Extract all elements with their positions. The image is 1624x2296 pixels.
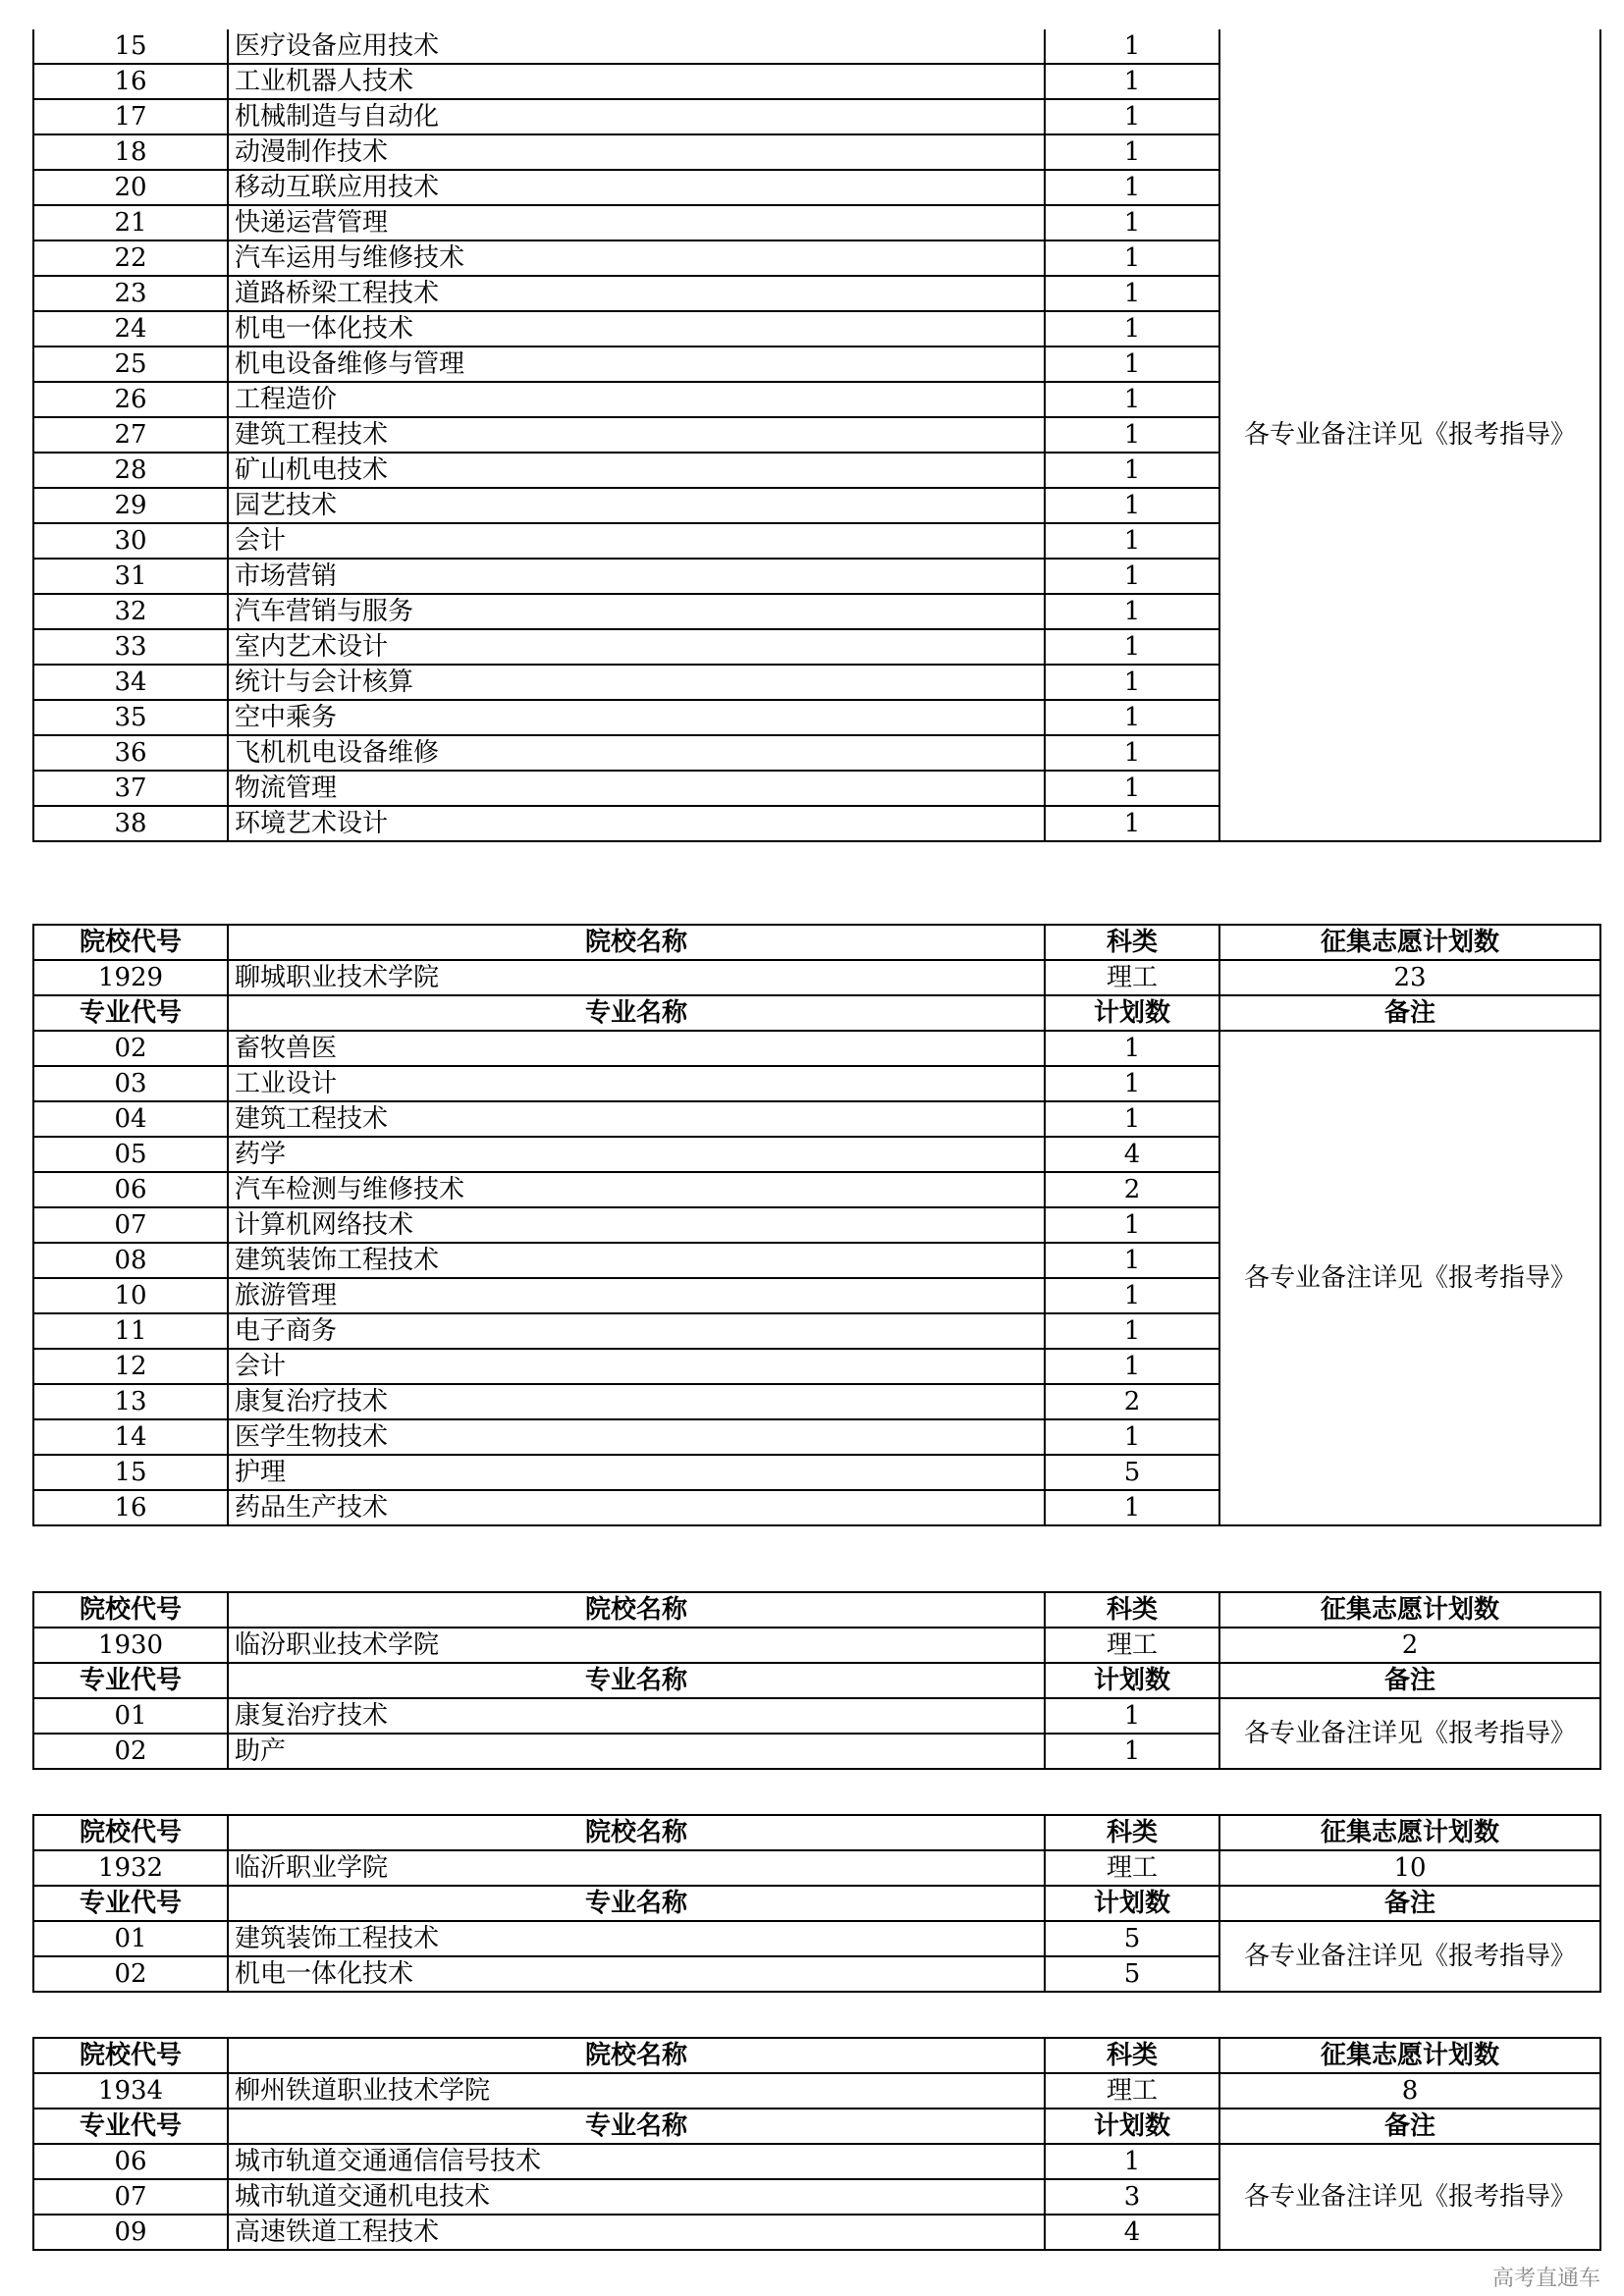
school-category: 理工 (1045, 960, 1219, 995)
major-header-row (33, 2109, 1600, 2144)
school-header-row (33, 2038, 1600, 2073)
plan-header: 计划数 (1045, 1886, 1219, 1921)
plan-header: 计划数 (1045, 1663, 1219, 1698)
remark-header: 备注 (1219, 1663, 1600, 1698)
major-code-cell: 16 (33, 1490, 228, 1525)
major-name-cell: 空中乘务 (228, 700, 1045, 735)
school-name-header: 院校名称 (228, 925, 1045, 960)
school-code: 1929 (33, 960, 228, 995)
major-code-cell: 24 (33, 311, 228, 347)
plan-count-cell: 1 (1045, 771, 1219, 806)
school-table-1929 (32, 924, 1601, 1526)
category-header: 科类 (1045, 1815, 1219, 1850)
major-name-cell: 工业机器人技术 (228, 64, 1045, 99)
major-name-cell: 园艺技术 (228, 488, 1045, 523)
plan-count-cell: 3 (1045, 2179, 1219, 2215)
remark-header: 备注 (1219, 995, 1600, 1031)
major-name-header: 专业名称 (228, 1886, 1045, 1921)
school-code: 1930 (33, 1628, 228, 1663)
major-name-cell: 城市轨道交通机电技术 (228, 2179, 1045, 2215)
plan-count-cell: 1 (1045, 240, 1219, 276)
major-name-cell: 室内艺术设计 (228, 629, 1045, 665)
major-name-header: 专业名称 (228, 1663, 1045, 1698)
school-category: 理工 (1045, 1850, 1219, 1886)
plan-count-cell: 1 (1045, 806, 1219, 841)
school-name-header: 院校名称 (228, 2038, 1045, 2073)
total-plan-header: 征集志愿计划数 (1219, 925, 1600, 960)
major-name-cell: 会计 (228, 523, 1045, 559)
plan-count-cell: 1 (1045, 1066, 1219, 1101)
school-category: 理工 (1045, 1628, 1219, 1663)
table-row (33, 29, 1600, 64)
school-name: 临汾职业技术学院 (228, 1628, 1045, 1663)
major-name-header: 专业名称 (228, 995, 1045, 1031)
plan-count-cell: 1 (1045, 134, 1219, 170)
school-total-plan: 8 (1219, 2073, 1600, 2109)
school-code-header: 院校代号 (33, 925, 228, 960)
plan-count-cell: 1 (1045, 29, 1219, 64)
plan-count-cell: 5 (1045, 1921, 1219, 1956)
major-name-cell: 医疗设备应用技术 (228, 29, 1045, 64)
plan-count-cell: 1 (1045, 1349, 1219, 1384)
school-name: 聊城职业技术学院 (228, 960, 1045, 995)
major-code-cell: 37 (33, 771, 228, 806)
school-code: 1932 (33, 1850, 228, 1886)
major-code-cell: 36 (33, 735, 228, 771)
continuation-table (32, 29, 1601, 842)
major-code-cell: 02 (33, 1956, 228, 1992)
major-code-cell: 28 (33, 453, 228, 488)
plan-count-cell: 1 (1045, 594, 1219, 629)
major-code-cell: 31 (33, 559, 228, 594)
plan-count-cell: 1 (1045, 453, 1219, 488)
plan-count-cell: 1 (1045, 1734, 1219, 1769)
major-code-cell: 17 (33, 99, 228, 134)
major-code-cell: 26 (33, 382, 228, 417)
major-name-cell: 建筑工程技术 (228, 1101, 1045, 1137)
plan-header: 计划数 (1045, 995, 1219, 1031)
major-name-cell: 药学 (228, 1137, 1045, 1172)
major-name-cell: 建筑工程技术 (228, 417, 1045, 453)
major-name-cell: 康复治疗技术 (228, 1384, 1045, 1419)
major-name-cell: 汽车运用与维修技术 (228, 240, 1045, 276)
school-info-row (33, 1628, 1600, 1663)
plan-header: 计划数 (1045, 2109, 1219, 2144)
major-code-cell: 32 (33, 594, 228, 629)
major-name-cell: 建筑装饰工程技术 (228, 1921, 1045, 1956)
major-name-cell: 环境艺术设计 (228, 806, 1045, 841)
plan-count-cell: 1 (1045, 1698, 1219, 1734)
school-total-plan: 23 (1219, 960, 1600, 995)
major-code-cell: 12 (33, 1349, 228, 1384)
school-total-plan: 2 (1219, 1628, 1600, 1663)
major-code-cell: 20 (33, 170, 228, 205)
major-code-cell: 33 (33, 629, 228, 665)
major-code-cell: 06 (33, 1172, 228, 1207)
remark-cell: 各专业备注详见《报考指导》 (1219, 1921, 1600, 1992)
major-code-cell: 02 (33, 1734, 228, 1769)
major-code-cell: 08 (33, 1243, 228, 1278)
major-code-cell: 16 (33, 64, 228, 99)
major-name-cell: 道路桥梁工程技术 (228, 276, 1045, 311)
major-code-cell: 05 (33, 1137, 228, 1172)
major-code-cell: 13 (33, 1384, 228, 1419)
major-code-header: 专业代号 (33, 1886, 228, 1921)
plan-count-cell: 1 (1045, 417, 1219, 453)
major-code-cell: 15 (33, 1455, 228, 1490)
major-code-cell: 15 (33, 29, 228, 64)
major-name-cell: 工程造价 (228, 382, 1045, 417)
remark-header: 备注 (1219, 2109, 1600, 2144)
plan-count-cell: 1 (1045, 629, 1219, 665)
plan-count-cell: 4 (1045, 1137, 1219, 1172)
major-name-cell: 建筑装饰工程技术 (228, 1243, 1045, 1278)
remark-header: 备注 (1219, 1886, 1600, 1921)
school-info-row (33, 1850, 1600, 1886)
school-total-plan: 10 (1219, 1850, 1600, 1886)
major-code-header: 专业代号 (33, 995, 228, 1031)
school-header-row (33, 1592, 1600, 1628)
major-name-cell: 机电设备维修与管理 (228, 347, 1045, 382)
remark-cell: 各专业备注详见《报考指导》 (1219, 1031, 1600, 1525)
major-name-cell: 市场营销 (228, 559, 1045, 594)
major-code-cell: 25 (33, 347, 228, 382)
major-code-cell: 18 (33, 134, 228, 170)
plan-count-cell: 1 (1045, 1031, 1219, 1066)
school-name-header: 院校名称 (228, 1815, 1045, 1850)
major-code-cell: 34 (33, 665, 228, 700)
plan-count-cell: 1 (1045, 347, 1219, 382)
school-header-row (33, 925, 1600, 960)
table-row (33, 2144, 1600, 2179)
total-plan-header: 征集志愿计划数 (1219, 1815, 1600, 1850)
plan-count-cell: 1 (1045, 382, 1219, 417)
plan-count-cell: 4 (1045, 2215, 1219, 2250)
plan-count-cell: 1 (1045, 2144, 1219, 2179)
plan-count-cell: 1 (1045, 1207, 1219, 1243)
major-name-cell: 机电一体化技术 (228, 1956, 1045, 1992)
major-code-cell: 23 (33, 276, 228, 311)
major-header-row (33, 995, 1600, 1031)
total-plan-header: 征集志愿计划数 (1219, 1592, 1600, 1628)
plan-count-cell: 1 (1045, 1278, 1219, 1313)
major-name-cell: 矿山机电技术 (228, 453, 1045, 488)
major-code-cell: 02 (33, 1031, 228, 1066)
major-name-cell: 高速铁道工程技术 (228, 2215, 1045, 2250)
major-name-cell: 快递运营管理 (228, 205, 1045, 240)
school-code-header: 院校代号 (33, 1815, 228, 1850)
major-name-cell: 飞机机电设备维修 (228, 735, 1045, 771)
major-name-header: 专业名称 (228, 2109, 1045, 2144)
watermark-text: 高考直通车 (1491, 2267, 1600, 2291)
school-name: 柳州铁道职业技术学院 (228, 2073, 1045, 2109)
school-header-row (33, 1815, 1600, 1850)
school-table-1934 (32, 2037, 1601, 2251)
plan-count-cell: 1 (1045, 1243, 1219, 1278)
school-table-1932 (32, 1814, 1601, 1993)
major-code-header: 专业代号 (33, 1663, 228, 1698)
plan-count-cell: 1 (1045, 1101, 1219, 1137)
plan-count-cell: 1 (1045, 1313, 1219, 1349)
major-code-cell: 01 (33, 1698, 228, 1734)
major-name-cell: 机械制造与自动化 (228, 99, 1045, 134)
major-name-cell: 物流管理 (228, 771, 1045, 806)
school-name: 临沂职业学院 (228, 1850, 1045, 1886)
plan-count-cell: 1 (1045, 276, 1219, 311)
category-header: 科类 (1045, 1592, 1219, 1628)
plan-count-cell: 1 (1045, 64, 1219, 99)
major-code-cell: 10 (33, 1278, 228, 1313)
plan-count-cell: 2 (1045, 1384, 1219, 1419)
major-name-cell: 城市轨道交通通信信号技术 (228, 2144, 1045, 2179)
total-plan-header: 征集志愿计划数 (1219, 2038, 1600, 2073)
plan-count-cell: 1 (1045, 170, 1219, 205)
major-code-cell: 27 (33, 417, 228, 453)
major-code-cell: 04 (33, 1101, 228, 1137)
school-category: 理工 (1045, 2073, 1219, 2109)
major-code-cell: 07 (33, 2179, 228, 2215)
plan-count-cell: 5 (1045, 1455, 1219, 1490)
major-name-cell: 护理 (228, 1455, 1045, 1490)
major-name-cell: 汽车检测与维修技术 (228, 1172, 1045, 1207)
major-code-header: 专业代号 (33, 2109, 228, 2144)
school-info-row (33, 2073, 1600, 2109)
major-code-cell: 11 (33, 1313, 228, 1349)
plan-count-cell: 1 (1045, 523, 1219, 559)
major-name-cell: 汽车营销与服务 (228, 594, 1045, 629)
plan-count-cell: 1 (1045, 735, 1219, 771)
major-code-cell: 21 (33, 205, 228, 240)
major-name-cell: 会计 (228, 1349, 1045, 1384)
plan-count-cell: 1 (1045, 311, 1219, 347)
plan-count-cell: 1 (1045, 700, 1219, 735)
major-header-row (33, 1886, 1600, 1921)
category-header: 科类 (1045, 2038, 1219, 2073)
major-name-cell: 动漫制作技术 (228, 134, 1045, 170)
school-code-header: 院校代号 (33, 2038, 228, 2073)
major-code-cell: 38 (33, 806, 228, 841)
school-code-header: 院校代号 (33, 1592, 228, 1628)
major-code-cell: 35 (33, 700, 228, 735)
major-code-cell: 09 (33, 2215, 228, 2250)
major-code-cell: 29 (33, 488, 228, 523)
school-code: 1934 (33, 2073, 228, 2109)
major-name-cell: 工业设计 (228, 1066, 1045, 1101)
plan-count-cell: 1 (1045, 559, 1219, 594)
major-name-cell: 统计与会计核算 (228, 665, 1045, 700)
table-row (33, 1698, 1600, 1734)
major-name-cell: 康复治疗技术 (228, 1698, 1045, 1734)
major-name-cell: 电子商务 (228, 1313, 1045, 1349)
major-name-cell: 畜牧兽医 (228, 1031, 1045, 1066)
remark-cell: 各专业备注详见《报考指导》 (1219, 29, 1600, 841)
remark-cell: 各专业备注详见《报考指导》 (1219, 1698, 1600, 1769)
table-row (33, 1031, 1600, 1066)
plan-count-cell: 1 (1045, 205, 1219, 240)
plan-count-cell: 1 (1045, 1490, 1219, 1525)
major-code-cell: 22 (33, 240, 228, 276)
major-name-cell: 移动互联应用技术 (228, 170, 1045, 205)
plan-count-cell: 1 (1045, 488, 1219, 523)
major-code-cell: 06 (33, 2144, 228, 2179)
table-row (33, 1921, 1600, 1956)
school-table-1930 (32, 1591, 1601, 1770)
major-code-cell: 30 (33, 523, 228, 559)
major-name-cell: 药品生产技术 (228, 1490, 1045, 1525)
major-name-cell: 旅游管理 (228, 1278, 1045, 1313)
major-header-row (33, 1663, 1600, 1698)
plan-count-cell: 1 (1045, 1419, 1219, 1455)
major-name-cell: 机电一体化技术 (228, 311, 1045, 347)
plan-count-cell: 1 (1045, 99, 1219, 134)
category-header: 科类 (1045, 925, 1219, 960)
plan-count-cell: 2 (1045, 1172, 1219, 1207)
remark-cell: 各专业备注详见《报考指导》 (1219, 2144, 1600, 2250)
major-code-cell: 07 (33, 1207, 228, 1243)
major-name-cell: 计算机网络技术 (228, 1207, 1045, 1243)
major-name-cell: 助产 (228, 1734, 1045, 1769)
major-name-cell: 医学生物技术 (228, 1419, 1045, 1455)
school-info-row (33, 960, 1600, 995)
major-code-cell: 01 (33, 1921, 228, 1956)
major-code-cell: 03 (33, 1066, 228, 1101)
plan-count-cell: 1 (1045, 665, 1219, 700)
plan-count-cell: 5 (1045, 1956, 1219, 1992)
major-code-cell: 14 (33, 1419, 228, 1455)
school-name-header: 院校名称 (228, 1592, 1045, 1628)
